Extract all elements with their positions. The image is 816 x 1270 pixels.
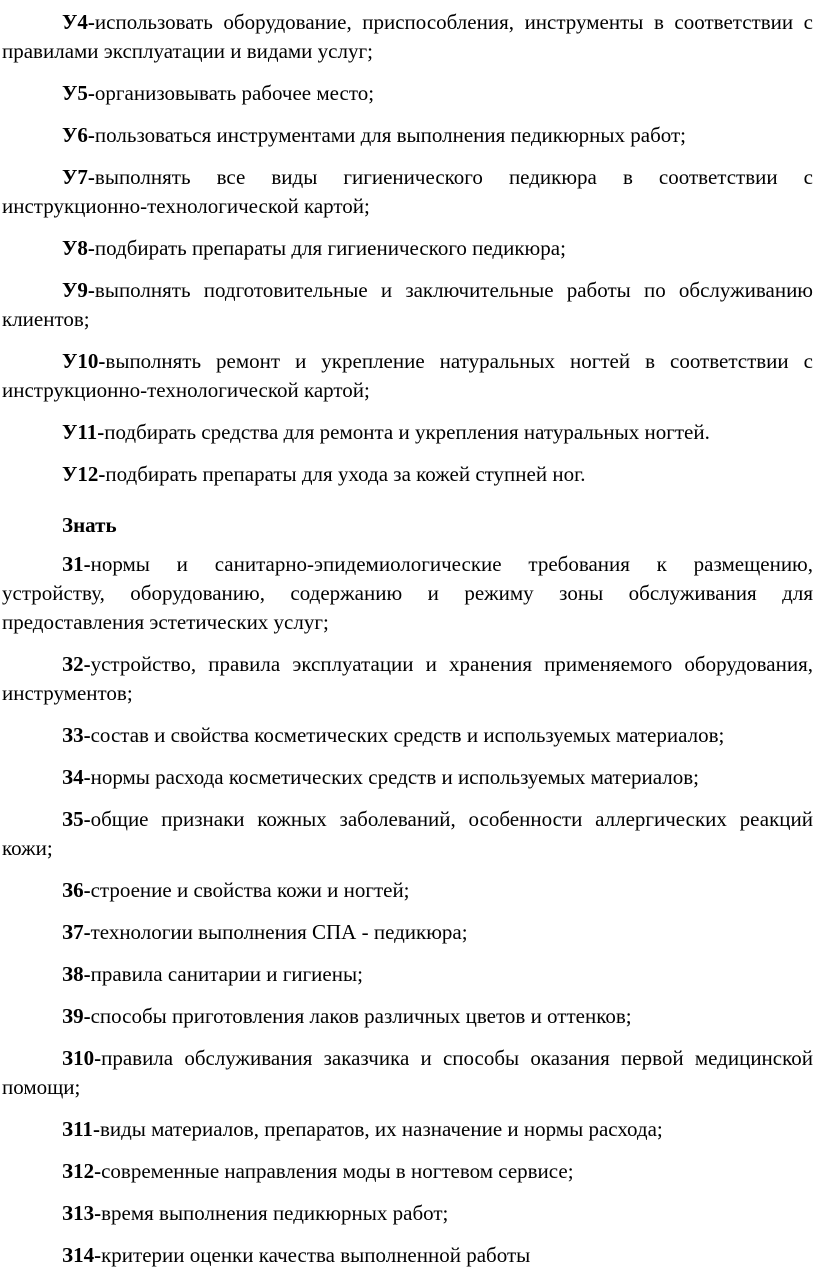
skill-text: выполнять подготовительные и заключительные работы по обслуживанию клиентов; [2,278,813,331]
knowledge-item-z10 [2,1044,813,1102]
knowledge-section-title: Знать [62,513,117,537]
knowledge-item-z6 [2,876,813,905]
skill-code: У11 [62,420,98,444]
skill-dash: - [87,123,95,147]
knowledge-item-z1 [2,550,813,637]
knowledge-text: время выполнения педикюрных работ; [101,1201,449,1225]
knowledge-text: технологии выполнения СПА - педикюра; [90,920,468,944]
knowledge-code: З14 [62,1243,95,1267]
skill-item-u10 [2,347,813,405]
knowledge-text: строение и свойства кожи и ногтей; [90,878,410,902]
knowledge-code: З10 [62,1046,95,1070]
knowledge-dash: - [83,765,91,789]
knowledge-text: правила обслуживания заказчика и способы оказания первой медицинской помощи; [2,1046,813,1099]
knowledge-code: З11 [62,1117,93,1141]
skill-text: подбирать препараты для ухода за кожей ступней ног. [105,462,586,486]
knowledge-dash: - [83,878,91,902]
knowledge-text: состав и свойства косметических средств и используемых материалов; [90,723,725,747]
skill-code: У7 [62,165,88,189]
knowledge-item-z7 [2,918,813,947]
knowledge-dash: - [83,552,91,576]
knowledge-dash: - [94,1046,102,1070]
knowledge-text: правила санитарии и гигиены; [90,962,363,986]
skill-item-u9 [2,276,813,334]
knowledge-item-z12 [2,1157,813,1186]
skill-text: выполнять все виды гигиенического педикюра в соответствии с инструкционно-технологической картой; [2,165,813,218]
knowledge-code: З7 [62,920,84,944]
knowledge-text: виды материалов, препаратов, их назначение и нормы расхода; [99,1117,663,1141]
knowledge-item-z13 [2,1199,813,1228]
knowledge-item-z11 [2,1115,813,1144]
knowledge-code: З9 [62,1004,84,1028]
skill-text: организовывать рабочее место; [94,81,375,105]
knowledge-dash: - [83,962,91,986]
knowledge-dash: - [94,1159,102,1183]
skill-item-u12 [2,460,813,489]
knowledge-text: устройство, правила эксплуатации и хранения применяемого оборудования, инструментов; [2,652,813,705]
knowledge-dash: - [83,723,91,747]
knowledge-item-z8 [2,960,813,989]
knowledge-text: современные направления моды в ногтевом сервисе; [101,1159,574,1183]
skill-item-u6 [2,121,813,150]
knowledge-dash: - [83,652,91,676]
skill-dash: - [87,236,95,260]
skill-code: У9 [62,278,88,302]
knowledge-dash: - [94,1243,102,1267]
skill-dash: - [87,81,95,105]
knowledge-code: З3 [62,723,84,747]
knowledge-code: З8 [62,962,84,986]
skill-dash: - [87,10,95,34]
knowledge-item-z2 [2,650,813,708]
skill-item-u4 [2,8,813,66]
knowledge-item-z3 [2,721,813,750]
skill-dash: - [87,278,95,302]
skill-text: использовать оборудование, приспособления, инструменты в соответствии с правилами эксплуатации и видами услуг; [2,10,813,63]
skill-code: У12 [62,462,99,486]
skill-code: У10 [62,349,99,373]
skill-code: У4 [62,10,88,34]
knowledge-text: критерии оценки качества выполненной работы [101,1243,531,1267]
knowledge-dash: - [92,1117,100,1141]
skill-text: выполнять ремонт и укрепление натуральных ногтей в соответствии с инструкционно-технологической картой; [2,349,813,402]
skill-dash: - [98,462,106,486]
knowledge-text: нормы расхода косметических средств и используемых материалов; [90,765,700,789]
skill-text: пользоваться инструментами для выполнения педикюрных работ; [94,123,686,147]
skill-item-u11 [2,418,813,447]
knowledge-list [2,550,813,1270]
knowledge-text: способы приготовления лаков различных цветов и оттенков; [90,1004,632,1028]
knowledge-text: общие признаки кожных заболеваний, особенности аллергических реакций кожи; [2,807,813,860]
skill-dash: - [87,165,95,189]
knowledge-dash: - [83,807,91,831]
skill-code: У8 [62,236,88,260]
skill-item-u7 [2,163,813,221]
knowledge-code: З4 [62,765,84,789]
skill-dash: - [98,349,106,373]
skills-list [2,8,813,489]
knowledge-item-z9 [2,1002,813,1031]
knowledge-code: З13 [62,1201,95,1225]
skill-code: У6 [62,123,88,147]
knowledge-code: З6 [62,878,84,902]
skill-dash: - [97,420,105,444]
knowledge-dash: - [83,920,91,944]
knowledge-code: З1 [62,552,84,576]
skill-item-u5 [2,79,813,108]
skill-text: подбирать средства для ремонта и укрепления натуральных ногтей. [104,420,710,444]
skill-code: У5 [62,81,88,105]
skill-item-u8 [2,234,813,263]
knowledge-code: З5 [62,807,84,831]
knowledge-text: нормы и санитарно-эпидемиологические требования к размещению, устройству, оборудованию, содержанию и режиму зоны обслуживания для предоставления эстетических услуг; [2,552,813,634]
knowledge-dash: - [94,1201,102,1225]
knowledge-code: З12 [62,1159,95,1183]
knowledge-item-z14 [2,1241,813,1270]
skill-text: подбирать препараты для гигиенического педикюра; [94,236,566,260]
knowledge-code: З2 [62,652,84,676]
knowledge-dash: - [83,1004,91,1028]
knowledge-item-z5 [2,805,813,863]
knowledge-item-z4 [2,763,813,792]
